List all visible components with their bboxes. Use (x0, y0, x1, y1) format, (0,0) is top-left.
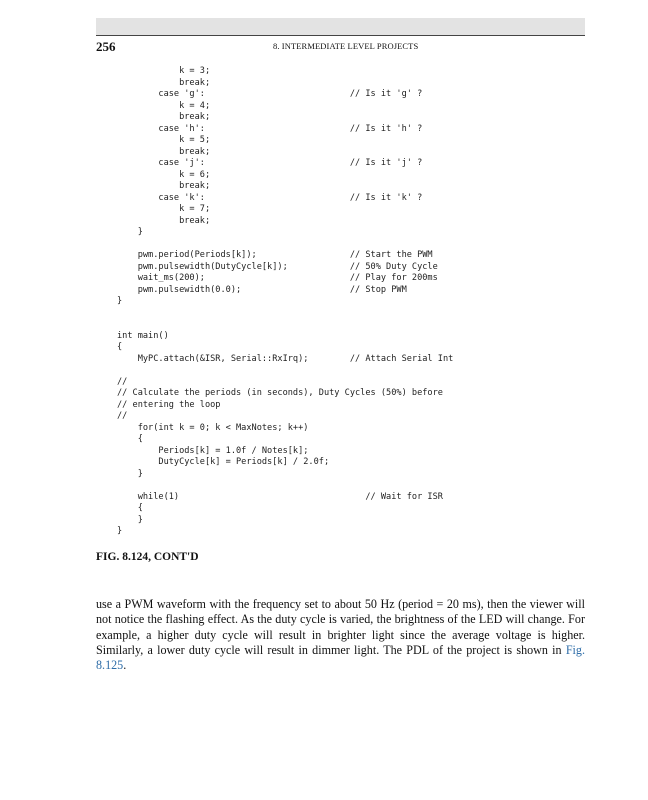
code-line (117, 308, 453, 320)
code-line: break; (117, 215, 211, 226)
code-line: // entering the loop (117, 399, 221, 410)
code-line (117, 319, 453, 331)
code-line: } (117, 227, 143, 237)
code-listing (117, 66, 453, 538)
code-line: break; (117, 146, 211, 157)
code-line: } (117, 296, 123, 306)
code-line: } (117, 526, 123, 536)
code-line (117, 480, 453, 492)
code-line (117, 239, 453, 251)
code-line: case 'k': // Is it 'k' ? (117, 192, 423, 203)
code-line: } (117, 468, 143, 479)
code-line: k = 5; (117, 135, 211, 145)
code-line: { (117, 342, 123, 352)
code-line: Periods[k] = 1.0f / Notes[k]; (117, 445, 309, 456)
header-bar (96, 18, 585, 35)
code-line: while(1) // Wait for ISR (117, 491, 443, 502)
code-line: MyPC.attach(&ISR, Serial::RxIrq); // Attach Serial Int (117, 353, 454, 364)
code-line: k = 4; (117, 100, 211, 111)
figure-link[interactable]: Fig. 8.125 (96, 642, 585, 673)
code-line: // (117, 411, 128, 421)
code-line: case 'h': // Is it 'h' ? (117, 123, 423, 134)
code-line: k = 7; (117, 204, 211, 214)
code-line: // (117, 376, 128, 387)
code-line: int main() (117, 330, 169, 341)
code-line: wait_ms(200); // Play for 200ms (117, 273, 438, 283)
body-paragraph (96, 597, 585, 673)
code-line: pwm.period(Periods[k]); // Start the PWM (117, 250, 433, 260)
chapter-title: 8. INTERMEDIATE LEVEL PROJECTS (273, 41, 419, 51)
code-line: break; (117, 112, 211, 122)
paragraph-end: . (123, 658, 127, 673)
page-number: 256 (96, 39, 116, 54)
header-rule (96, 35, 585, 36)
code-line: } (117, 514, 143, 525)
code-line: k = 6; (117, 169, 211, 180)
code-line: case 'j': // Is it 'j' ? (117, 158, 423, 168)
code-line: DutyCycle[k] = Periods[k] / 2.0f; (117, 457, 330, 467)
code-line: break; (117, 77, 211, 88)
code-line: pwm.pulsewidth(0.0); // Stop PWM (117, 284, 407, 295)
code-line: // Calculate the periods (in seconds), Duty Cycles (50%) before (117, 388, 443, 398)
paragraph-text: use a PWM waveform with the frequency set to about 50 Hz (period = 20 ms), then the viewer will not notice the flashing effect. As the duty cycle is varied, the brightness of the LED will change. For example, a higher duty cycle will result in brighter light since the average voltage is higher. Similarly, a lower duty cycle will result in dimmer light. The PDL of the project is shown in (96, 597, 585, 657)
code-line (117, 365, 453, 377)
code-line: pwm.pulsewidth(DutyCycle[k]); // 50% Duty Cycle (117, 261, 438, 272)
code-line: break; (117, 181, 211, 191)
code-line: for(int k = 0; k < MaxNotes; k++) (117, 422, 309, 433)
code-line: { (117, 434, 143, 444)
code-line: k = 3; (117, 66, 211, 76)
figure-caption: FIG. 8.124, CONT'D (96, 551, 199, 563)
code-line: { (117, 503, 143, 513)
code-line: case 'g': // Is it 'g' ? (117, 89, 423, 99)
